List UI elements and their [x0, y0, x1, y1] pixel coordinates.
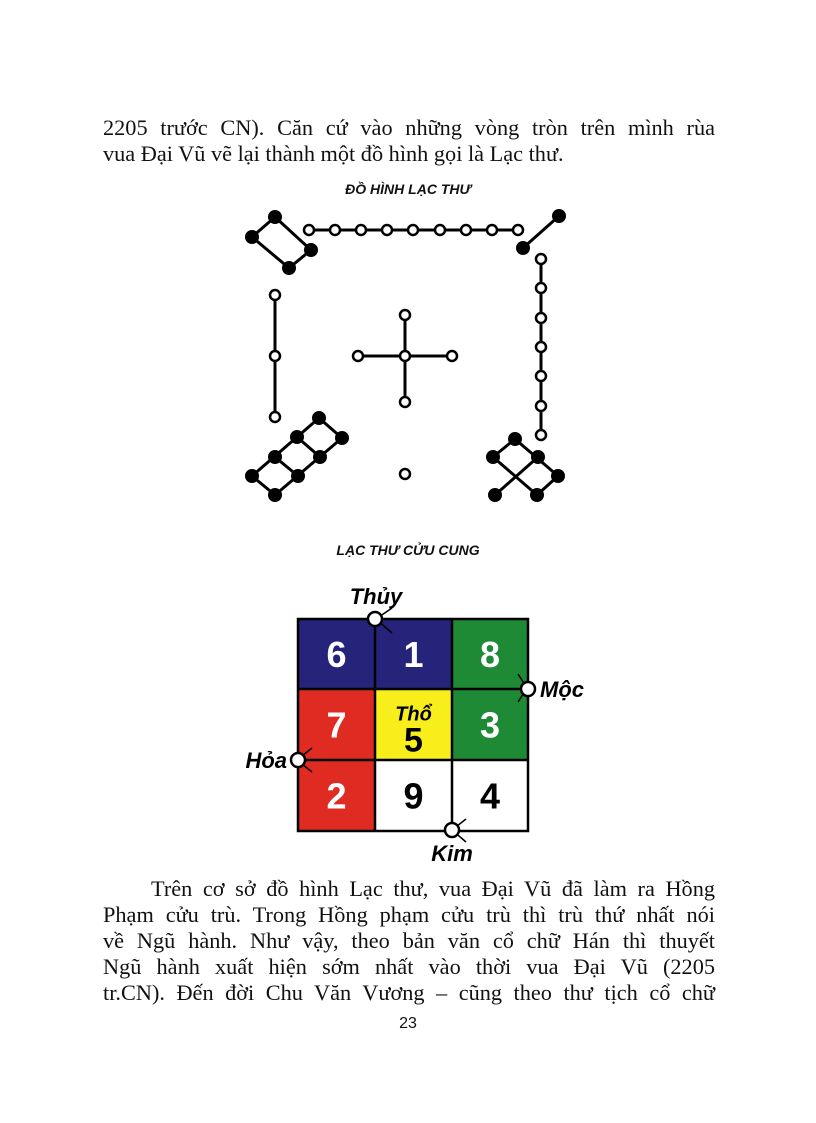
palace-number: 6 [326, 634, 347, 675]
intro-line: vua Đại Vũ vẽ lại thành một đồ hình gọi là Lạc thư. [103, 141, 564, 166]
white-dot [270, 412, 280, 422]
body-line: tr.CN). Đến đời Chu Văn Vương – cũng theo thư tịch cổ chữ [103, 980, 715, 1005]
body-line: về Ngũ hành. Như vậy, theo bản văn cổ chữ Hán thì thuyết [103, 928, 715, 953]
white-dot [304, 225, 314, 235]
lac-thu-diagram [0, 200, 816, 520]
element-label-right: Mộc [540, 677, 584, 702]
element-label-bottom: Kim [431, 841, 473, 866]
black-dot [531, 489, 543, 501]
white-dot [382, 225, 392, 235]
element-label-left: Hỏa [245, 748, 287, 773]
white-dot [536, 313, 546, 323]
black-dot [292, 470, 304, 482]
black-dot [314, 451, 326, 463]
black-dot [313, 412, 325, 424]
intro-paragraph [103, 115, 715, 167]
kim-marker [445, 823, 459, 837]
white-dot [270, 290, 280, 300]
intro-line: 2205 trước CN). Căn cứ vào những vòng tròn trên mình rùa [103, 115, 715, 140]
white-dot [461, 225, 471, 235]
white-dot [270, 351, 280, 361]
white-dot [536, 430, 546, 440]
black-dot [509, 433, 521, 445]
black-dot [489, 489, 501, 501]
diagram-link [252, 217, 311, 268]
white-dot [536, 401, 546, 411]
white-dot [400, 469, 410, 479]
white-dot [330, 225, 340, 235]
element-label-top: Thủy [349, 584, 403, 609]
white-dot [353, 351, 363, 361]
black-dot [487, 451, 499, 463]
moc-marker [521, 682, 535, 696]
hoa-marker [291, 753, 305, 767]
black-dot [291, 431, 303, 443]
white-dot [536, 254, 546, 264]
black-dot [517, 242, 529, 254]
page-number: 23 [399, 1015, 417, 1032]
black-dot [269, 211, 281, 223]
white-dot [400, 310, 410, 320]
black-dot [305, 244, 317, 256]
diagram-link [523, 216, 559, 248]
body-paragraph [103, 876, 715, 1006]
black-dot [269, 489, 281, 501]
black-dot [336, 432, 348, 444]
white-dot [536, 283, 546, 293]
black-dot [552, 470, 564, 482]
palace-number: 8 [479, 634, 501, 675]
black-dot [532, 451, 544, 463]
palace-number: 2 [326, 775, 347, 817]
white-dot [536, 371, 546, 381]
palace-number: 9 [403, 775, 424, 817]
palace-number: 1 [403, 634, 424, 675]
body-line: Phạm cửu trù. Trong Hồng phạm cửu trù thì trù thứ nhất nói [103, 902, 715, 927]
body-line: Trên cơ sở đồ hình Lạc thư, vua Đại Vũ đã làm ra Hồng [151, 876, 715, 901]
black-dot [246, 470, 258, 482]
white-dot [408, 225, 418, 235]
palace-number: 7 [326, 704, 347, 746]
thuy-marker [368, 612, 382, 626]
palace-number: 4 [479, 775, 501, 817]
palace-number: 3 [479, 704, 501, 746]
white-dot [513, 225, 523, 235]
white-dot [356, 225, 366, 235]
cuu-cung-title: LẠC THƯ CỬU CUNG [336, 542, 480, 558]
lac-thu-diagram-title: ĐỒ HÌNH LẠC THƯ [345, 181, 471, 197]
cuu-cung-grid [0, 570, 816, 870]
palace-number: 5 [404, 721, 423, 760]
black-dot [269, 451, 281, 463]
white-dot [400, 351, 410, 361]
white-dot [447, 351, 457, 361]
black-dot [553, 210, 565, 222]
black-dot [246, 231, 258, 243]
white-dot [400, 397, 410, 407]
body-line: Ngũ hành xuất hiện sớm nhất vào thời vua Đại Vũ (2205 [103, 954, 715, 979]
white-dot [435, 225, 445, 235]
black-dot [283, 262, 295, 274]
white-dot [536, 342, 546, 352]
white-dot [487, 225, 497, 235]
palace-element-label: Thổ [395, 703, 432, 726]
